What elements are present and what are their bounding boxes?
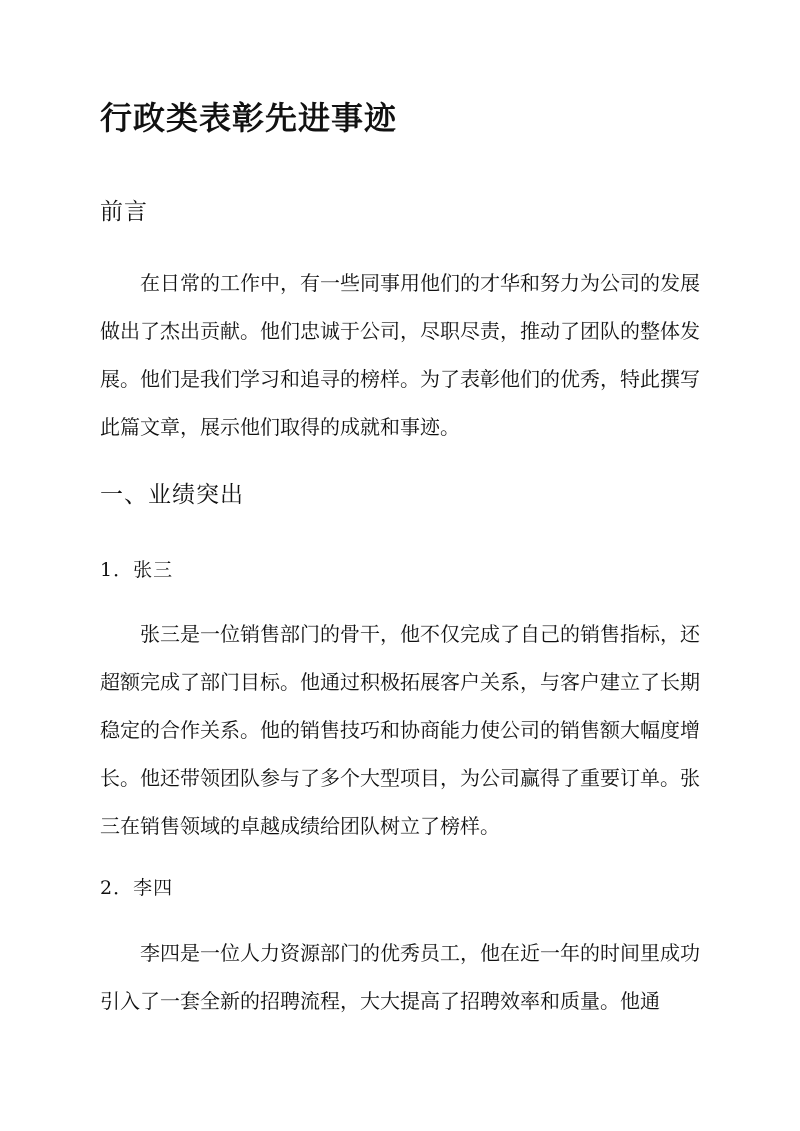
item-1-heading: 1．张三 (100, 559, 174, 581)
item-2-paragraph: 李四是一位人力资源部门的优秀员工，他在近一年的时间里成功引入了一套全新的招聘流程，大大提高了招聘效率和质量。他通 (100, 941, 700, 1013)
preface-paragraph: 在日常的工作中，有一些同事用他们的才华和努力为公司的发展做出了杰出贡献。他们忠诚于公司，尽职尽责，推动了团队的整体发展。他们是我们学习和追寻的榜样。为了表彰他们的优秀，特此撰写此篇文章，展示他们取得的成就和事迹。 (100, 271, 700, 439)
section-1-heading: 一、业绩突出 (100, 482, 244, 508)
item-1-paragraph: 张三是一位销售部门的骨干，他不仅完成了自己的销售指标，还超额完成了部门目标。他通过积极拓展客户关系，与客户建立了长期稳定的合作关系。他的销售技巧和协商能力使公司的销售额大幅度增长。他还带领团队参与了多个大型项目，为公司赢得了重要订单。张三在销售领域的卓越成绩给团队树立了榜样。 (100, 622, 700, 838)
item-2-heading: 2．李四 (100, 877, 174, 899)
document-title: 行政类表彰先进事迹 (100, 99, 398, 137)
preface-heading: 前言 (100, 199, 148, 225)
